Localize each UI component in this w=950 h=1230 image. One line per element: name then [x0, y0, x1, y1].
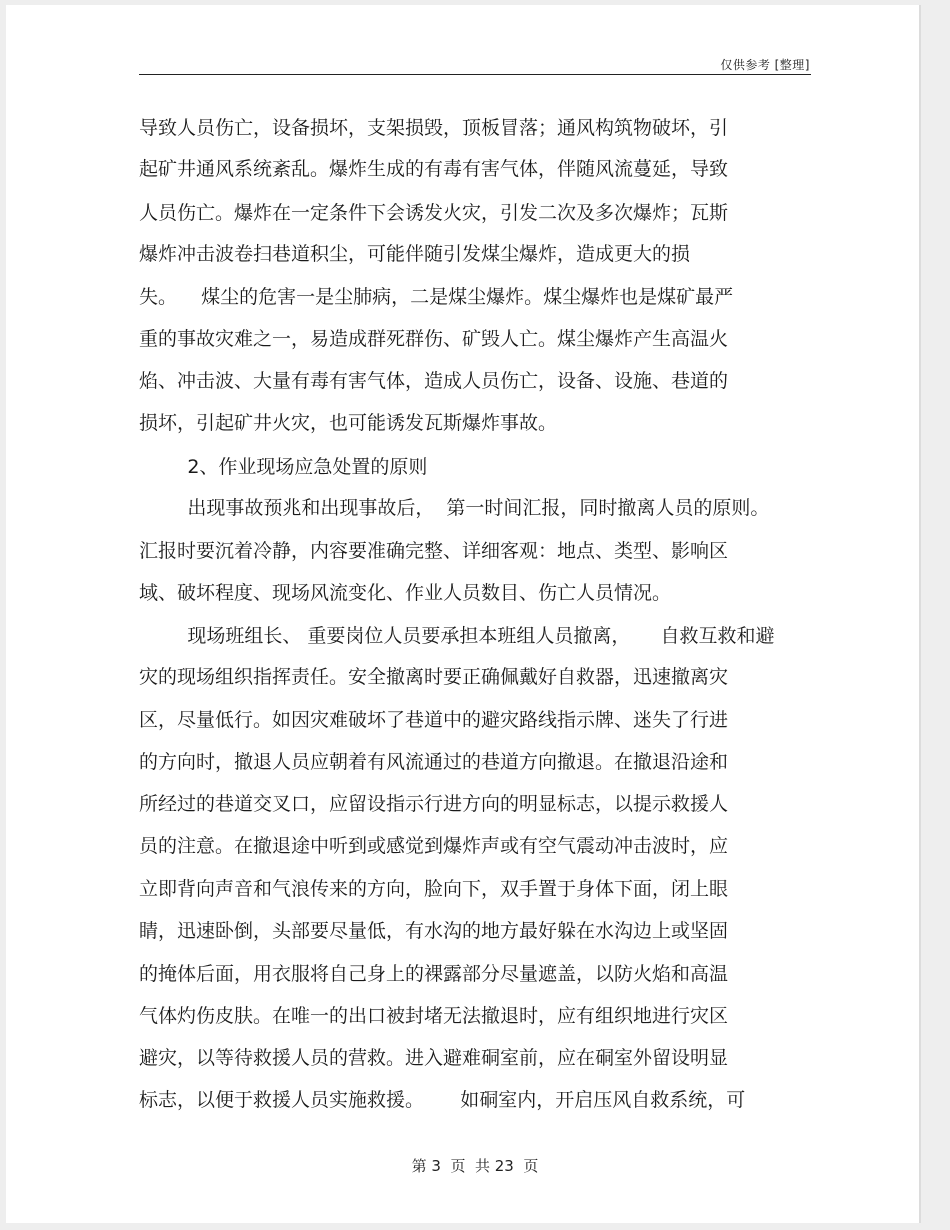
header-tag: 仅供参考 [整理] — [720, 58, 810, 72]
body-line: 起矿井通风系统紊乱。爆炸生成的有毒有害气体，伴随风流蔓延，导致 — [139, 158, 729, 180]
body-line: 导致人员伤亡，设备损坏，支架损毁，顶板冒落；通风构筑物破坏，引 — [139, 117, 729, 139]
page-number-footer: 第 3 页 共 23 页 — [411, 1157, 539, 1175]
body-line: 爆炸冲击波卷扫巷道积尘，可能伴随引发煤尘爆炸，造成更大的损 — [139, 243, 691, 265]
body-line: 失。 煤尘的危害一是尘肺病，二是煤尘爆炸。煤尘爆炸也是煤矿最严 — [139, 286, 734, 308]
section-heading: 2、作业现场应急处置的原则 — [139, 456, 428, 478]
body-line: 现场班组长、 重要岗位人员要承担本班组人员撤离， 自救互救和避 — [139, 625, 775, 647]
body-line: 出现事故预兆和出现事故后， 第一时间汇报，同时撤离人员的原则。 — [139, 497, 770, 519]
body-line: 汇报时要沉着冷静，内容要准确完整、详细客观：地点、类型、影响区 — [139, 540, 729, 562]
body-line: 气体灼伤皮肤。在唯一的出口被封堵无法撤退时，应有组织地进行灾区 — [139, 1005, 729, 1027]
body-line: 员的注意。在撤退途中听到或感觉到爆炸声或有空气震动冲击波时，应 — [139, 835, 729, 857]
body-line: 立即背向声音和气浪传来的方向，脸向下，双手置于身体下面，闭上眼 — [139, 878, 729, 900]
body-line: 损坏，引起矿井火灾，也可能诱发瓦斯爆炸事故。 — [139, 412, 558, 434]
header-rule — [139, 74, 811, 75]
body-line: 焰、冲击波、大量有毒有害气体，造成人员伤亡，设备、设施、巷道的 — [139, 370, 729, 392]
body-line: 重的事故灾难之一，易造成群死群伤、矿毁人亡。煤尘爆炸产生高温火 — [139, 328, 729, 350]
body-line: 的掩体后面，用衣服将自己身上的裸露部分尽量遮盖，以防火焰和高温 — [139, 963, 729, 985]
body-line: 域、破坏程度、现场风流变化、作业人员数目、伤亡人员情况。 — [139, 582, 672, 604]
body-line: 灾的现场组织指挥责任。安全撤离时要正确佩戴好自救器，迅速撤离灾 — [139, 666, 729, 688]
document-page — [6, 5, 919, 1223]
body-line: 人员伤亡。爆炸在一定条件下会诱发火灾，引发二次及多次爆炸；瓦斯 — [139, 202, 729, 224]
body-line: 所经过的巷道交叉口，应留设指示行进方向的明显标志，以提示救援人 — [139, 793, 729, 815]
body-line: 睛，迅速卧倒，头部要尽量低，有水沟的地方最好躲在水沟边上或坚固 — [139, 920, 729, 942]
body-line: 避灾，以等待救援人员的营救。进入避难硐室前，应在硐室外留设明显 — [139, 1047, 729, 1069]
page-edge — [919, 5, 921, 1223]
body-line: 标志，以便于救援人员实施救援。 如硐室内，开启压风自救系统，可 — [139, 1089, 746, 1111]
body-line: 区，尽量低行。如因灾难破坏了巷道中的避灾路线指示牌、迷失了行进 — [139, 709, 729, 731]
body-line: 的方向时，撤退人员应朝着有风流通过的巷道方向撤退。在撤退沿途和 — [139, 751, 729, 773]
